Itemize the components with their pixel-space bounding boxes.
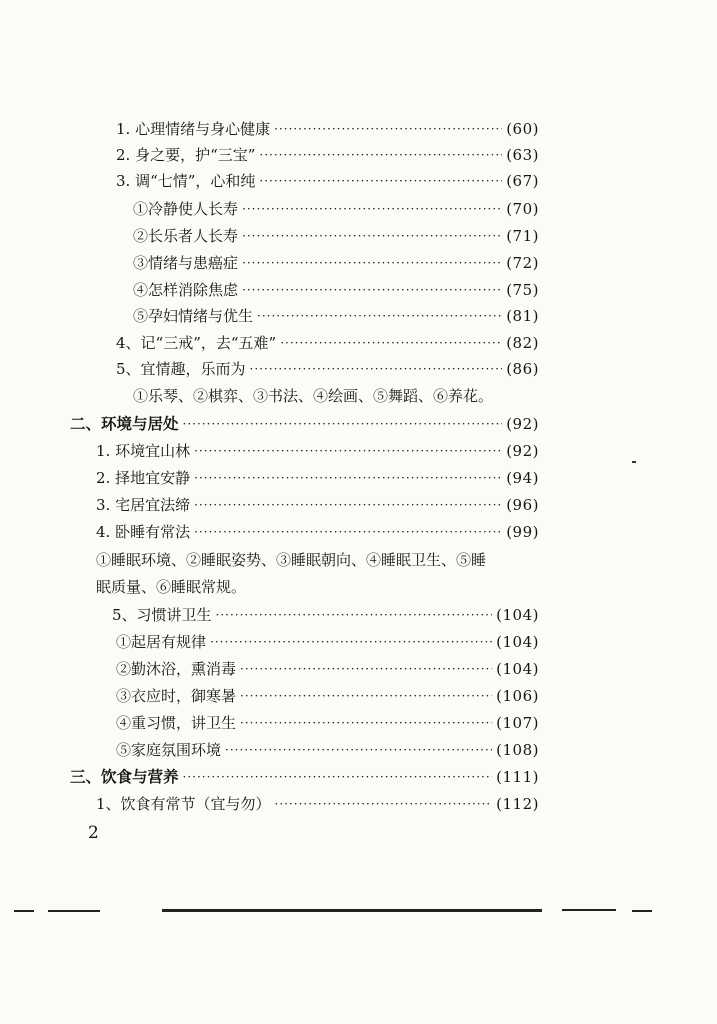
toc-entry-title: ⑤孕妇情绪与优生	[133, 307, 254, 325]
toc-leader-dots	[242, 223, 502, 249]
toc-leader-dots	[242, 250, 502, 276]
toc-entry-title: ③情绪与患癌症	[133, 254, 239, 272]
toc-entry-page: (104)	[496, 660, 539, 678]
toc-entry-title: ③衣应时，御寒暑	[116, 687, 237, 705]
toc-entry-page: (92)	[506, 415, 539, 433]
toc-leader-dots	[250, 356, 503, 382]
toc-section-title: 三、饮食与营养	[70, 767, 179, 786]
scan-rule-left	[48, 910, 100, 912]
toc-entry	[116, 629, 539, 655]
toc-entry	[116, 737, 539, 763]
toc-leader-dots	[194, 465, 502, 491]
toc-entry	[96, 465, 539, 491]
toc-entry	[116, 330, 539, 356]
toc-entry-page: (94)	[506, 469, 539, 487]
toc-entry	[116, 142, 539, 168]
toc-entry-page: (70)	[506, 200, 539, 218]
toc-entry-page: (104)	[496, 606, 539, 624]
toc-entry-title: 1、饮食有常节（宜与勿）	[96, 795, 271, 813]
toc-entry-title: 3. 宅居宜法缔	[96, 496, 191, 514]
toc-leader-dots	[280, 330, 502, 356]
toc-entry-title: ④怎样消除焦虑	[133, 281, 239, 299]
toc-entry-title: 2. 择地宜安静	[96, 469, 191, 487]
toc-entry-page: (67)	[506, 172, 539, 190]
toc-entry-title: 5、宜情趣，乐而为	[116, 360, 246, 378]
toc-entry-page: (112)	[496, 795, 539, 813]
toc-entry	[133, 277, 539, 303]
toc-entry	[133, 250, 539, 276]
toc-entry-page: (71)	[506, 227, 539, 245]
toc-entry-title: 1. 心理情绪与身心健康	[116, 120, 271, 138]
toc-entry-page: (92)	[506, 442, 539, 460]
toc-entry	[116, 116, 539, 142]
toc-entry-page: (63)	[506, 146, 539, 164]
toc-entry-page: (82)	[506, 334, 539, 352]
toc-leader-dots	[225, 737, 492, 763]
toc-entry-title: ①冷静使人长寿	[133, 200, 239, 218]
toc-section	[70, 411, 539, 437]
toc-entry-title: ④重习惯，讲卫生	[116, 714, 237, 732]
scan-speck	[632, 461, 636, 463]
toc-entry	[133, 223, 539, 249]
toc-leader-dots	[216, 602, 493, 628]
toc-leader-dots	[183, 411, 503, 437]
toc-leader-dots	[242, 196, 502, 222]
toc-entry-title: ②长乐者人长寿	[133, 227, 239, 245]
toc-leader-dots	[242, 277, 502, 303]
toc-entry-title: 1. 环境宜山林	[96, 442, 191, 460]
toc-entry-title: 2. 身之要，护“三宝”	[116, 146, 256, 164]
toc-entry	[116, 683, 539, 709]
toc-entry-title: 4、记“三戒”，去“五难”	[116, 334, 277, 352]
toc-entry-page: (60)	[506, 120, 539, 138]
toc-leader-dots	[194, 492, 502, 518]
toc-entry	[96, 492, 539, 518]
toc-entry-page: (96)	[506, 496, 539, 514]
toc-sublist-sleep-line1: ①睡眠环境、②睡眠姿势、③睡眠朝向、④睡眠卫生、⑤睡	[96, 551, 487, 569]
toc-entry-page: (86)	[506, 360, 539, 378]
toc-leader-dots	[240, 656, 492, 682]
toc-entry-title: 3. 调“七情”，心和纯	[116, 172, 256, 190]
scan-rule-right	[562, 909, 616, 911]
toc-section-title: 二、环境与居处	[70, 414, 179, 433]
toc-entry-title: ⑤家庭氛围环境	[116, 741, 222, 759]
toc-entry	[96, 519, 539, 545]
toc-entry	[133, 303, 539, 329]
toc-entry-page: (108)	[496, 741, 539, 759]
toc-entry	[116, 356, 539, 382]
toc-leader-dots	[257, 303, 502, 329]
toc-entry	[133, 196, 539, 222]
toc-entry	[116, 710, 539, 736]
toc-leader-dots	[240, 710, 492, 736]
scan-rule-right-short	[632, 910, 652, 912]
toc-leader-dots	[210, 629, 492, 655]
toc-leader-dots	[275, 791, 493, 817]
toc-entry-page: (99)	[506, 523, 539, 541]
toc-leader-dots	[183, 764, 493, 790]
toc-sublist-sleep-line2: 眠质量、⑥睡眠常规。	[96, 578, 247, 596]
toc-entry	[112, 602, 539, 628]
toc-leader-dots	[194, 519, 502, 545]
toc-entry-page: (104)	[496, 633, 539, 651]
toc-entry-title: ①起居有规律	[116, 633, 207, 651]
toc-entry-page: (107)	[496, 714, 539, 732]
toc-entry	[116, 656, 539, 682]
toc-entry	[96, 438, 539, 464]
page-number: 2	[88, 823, 99, 843]
toc-entry-title: 5、习惯讲卫生	[112, 606, 212, 624]
toc-entry	[116, 168, 539, 194]
toc-entry	[96, 791, 539, 817]
toc-entry-page: (81)	[506, 307, 539, 325]
toc-section	[70, 764, 539, 790]
toc-leader-dots	[240, 683, 492, 709]
toc-entry-page: (106)	[496, 687, 539, 705]
toc-sublist-hobbies: ①乐琴、②棋弈、③书法、④绘画、⑤舞蹈、⑥养花。	[133, 387, 494, 405]
toc-leader-dots	[259, 142, 502, 168]
toc-entry-title: ②勤沐浴，熏消毒	[116, 660, 237, 678]
toc-entry-page: (72)	[506, 254, 539, 272]
toc-leader-dots	[259, 168, 502, 194]
toc-leader-dots	[274, 116, 502, 142]
scan-rule-left-short	[14, 910, 34, 912]
scan-rule-center	[162, 909, 542, 912]
toc-leader-dots	[194, 438, 502, 464]
toc-entry-page: (75)	[506, 281, 539, 299]
toc-entry-title: 4. 卧睡有常法	[96, 523, 191, 541]
toc-entry-page: (111)	[496, 768, 539, 786]
